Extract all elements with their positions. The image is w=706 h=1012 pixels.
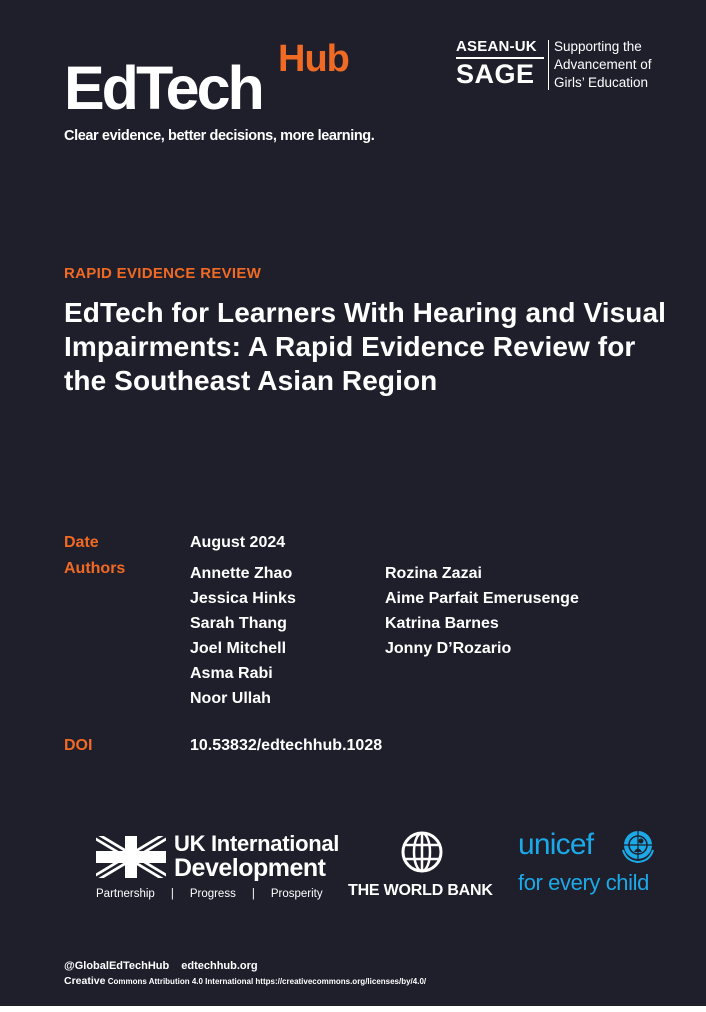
- ukid-tag: Partnership: [96, 888, 155, 900]
- ukid-tagline: [96, 888, 323, 900]
- author-name: Aime Parfait Emerusenge: [385, 590, 579, 607]
- doi-label: DOI: [64, 737, 93, 754]
- author-name: Asma Rabi: [190, 665, 273, 682]
- license-details[interactable]: Commons Attribution 4.0 International https://creativecommons.org/licenses/by/4.0/: [107, 977, 427, 986]
- ukid-separator: |: [170, 888, 174, 900]
- logo-hub-text: Hub: [278, 38, 349, 80]
- license-word: Creative: [64, 975, 106, 987]
- ukid-line-1: UK International: [174, 831, 340, 856]
- world-bank-logo: [348, 830, 508, 904]
- logo-main-text: EdTech: [64, 54, 262, 122]
- author-name: Rozina Zazai: [385, 565, 482, 582]
- unicef-wordmark: unicef: [518, 828, 594, 861]
- sage-top-text: ASEAN-UK: [456, 38, 537, 55]
- ukid-name: [174, 832, 339, 880]
- report-type-label: RAPID EVIDENCE REVIEW: [64, 265, 262, 282]
- author-name: Jessica Hinks: [190, 590, 296, 607]
- ukid-separator: |: [251, 888, 255, 900]
- union-flag-icon: [96, 836, 166, 878]
- author-name: Katrina Barnes: [385, 615, 499, 632]
- authors-column-2: [385, 561, 579, 661]
- world-bank-globe-icon: [400, 830, 444, 874]
- asean-uk-sage-logo: [456, 38, 676, 94]
- license-text: [64, 975, 426, 987]
- ukid-tag: Prosperity: [270, 888, 323, 900]
- authors-label: Authors: [64, 560, 126, 577]
- tagline: Clear evidence, better decisions, more learning.: [64, 128, 375, 144]
- edtechhub-logo: [64, 38, 374, 122]
- twitter-handle-link[interactable]: @GlobalEdTechHub: [64, 960, 170, 972]
- sage-line: Supporting the: [554, 39, 642, 54]
- author-name: Annette Zhao: [190, 565, 293, 582]
- sage-big-text: SAGE: [456, 59, 535, 89]
- world-bank-name: THE WORLD BANK: [348, 882, 493, 899]
- ukid-tag: Progress: [189, 888, 236, 900]
- unicef-logo: [518, 826, 668, 906]
- uk-international-development-logo: [96, 832, 346, 904]
- author-name: Jonny D’Rozario: [385, 640, 512, 657]
- date-label: Date: [64, 534, 99, 551]
- sage-line: Girls’ Education: [554, 75, 649, 90]
- unicef-emblem-icon: [620, 828, 656, 864]
- author-name: Noor Ullah: [190, 690, 271, 707]
- sage-description: [554, 38, 652, 92]
- sage-divider: [548, 40, 549, 90]
- doi-value[interactable]: 10.53832/edtechhub.1028: [190, 737, 383, 754]
- author-name: Sarah Thang: [190, 615, 287, 632]
- unicef-slogan: for every child: [518, 870, 649, 895]
- footer-links: [64, 960, 258, 972]
- date-value: August 2024: [190, 534, 286, 551]
- ukid-line-2: Development: [174, 854, 326, 882]
- sage-line: Advancement of: [554, 57, 652, 72]
- sage-wordmark: [456, 38, 546, 87]
- bottom-edge-strip: [0, 1006, 706, 1012]
- author-name: Joel Mitchell: [190, 640, 287, 657]
- website-link[interactable]: edtechhub.org: [181, 960, 258, 972]
- report-title: EdTech for Learners With Hearing and Visual Impairments: A Rapid Evidence Review for the Southeast Asian Region: [64, 297, 667, 396]
- authors-column-1: [190, 561, 296, 711]
